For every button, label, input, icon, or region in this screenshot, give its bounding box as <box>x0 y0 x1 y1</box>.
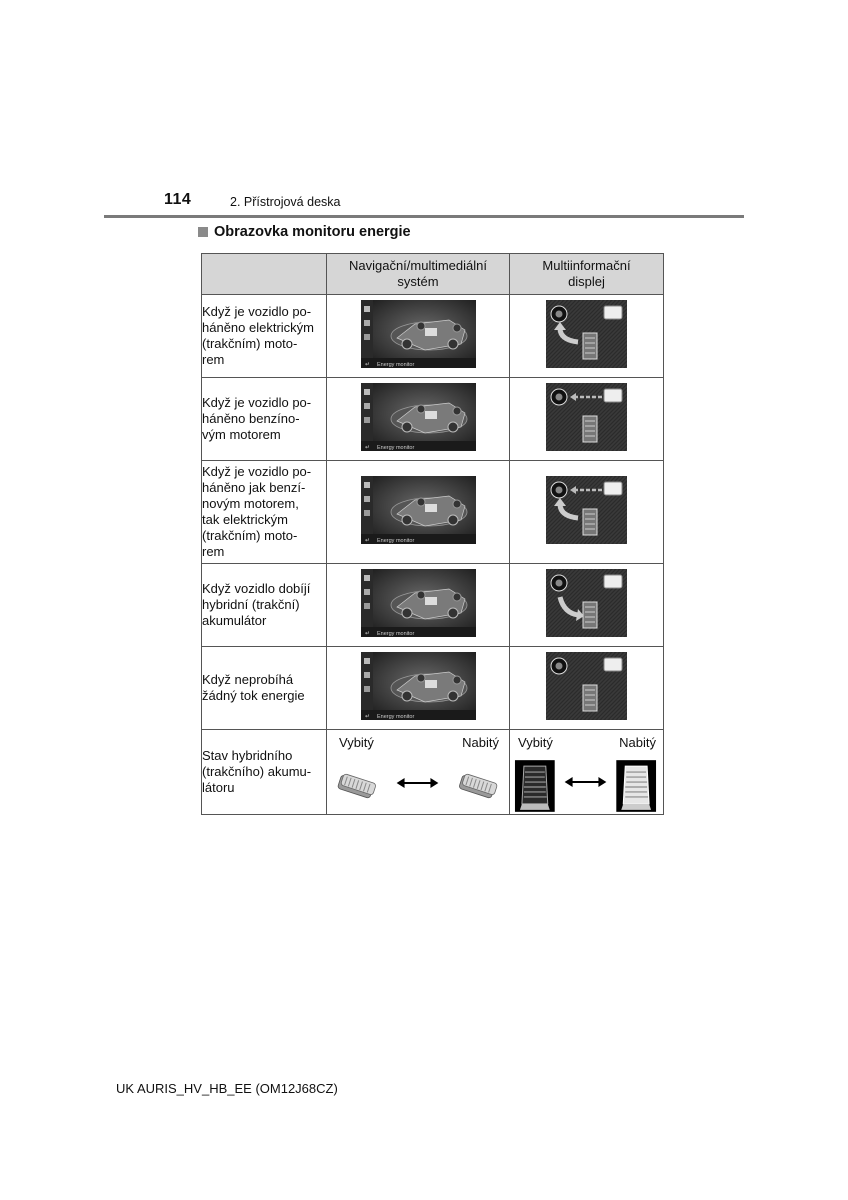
header-divider <box>104 215 744 218</box>
row-label-text: Když je vozidlo po- háněno elektrickým (trakčním) moto- rem <box>202 304 314 367</box>
battery-level-full-icon <box>616 760 656 812</box>
header-multi-display <box>510 254 664 295</box>
nav-screen-caption: Energy monitor <box>376 361 414 368</box>
row-label-text: Když je vozidlo po- háněno benzíno- vým motorem <box>202 395 312 442</box>
energy-monitor-table <box>201 253 664 815</box>
row-label <box>202 647 327 730</box>
svg-text:↵: ↵ <box>364 713 370 720</box>
nav-screen-image <box>361 476 476 544</box>
svg-text:↵: ↵ <box>364 537 370 544</box>
row-label-text: Stav hybridního (trakčního) akumu- látoru <box>202 748 312 795</box>
svg-text:↵: ↵ <box>364 630 370 637</box>
table-row <box>202 461 664 564</box>
document-footer: UK AURIS_HV_HB_EE (OM12J68CZ) <box>116 1081 338 1096</box>
nav-energy-screen <box>361 300 476 373</box>
nav-screen-image <box>361 569 476 637</box>
header-nav-system <box>327 254 510 295</box>
multi-display-image <box>546 476 627 544</box>
nav-energy-screen <box>361 569 476 642</box>
header-multi-label: Multiinformační displej <box>542 258 631 289</box>
nav-screen-cell <box>327 378 510 461</box>
multi-display-cell <box>510 647 664 730</box>
table-row <box>202 564 664 647</box>
multi-display-image <box>546 569 627 637</box>
nav-screen-caption: Energy monitor <box>376 444 414 451</box>
nav-full-label: Nabitý <box>462 735 499 750</box>
multi-battery-illustration <box>510 758 663 814</box>
svg-text:↵: ↵ <box>364 361 370 368</box>
nav-screen-caption: Energy monitor <box>376 630 414 637</box>
nav-screen-caption: Energy monitor <box>376 537 414 544</box>
multi-display-image <box>546 383 627 451</box>
svg-text:↵: ↵ <box>364 444 370 451</box>
nav-empty-label: Vybitý <box>339 735 374 750</box>
multi-display-screen <box>546 652 627 725</box>
table-row <box>202 378 664 461</box>
multi-display-cell <box>510 295 664 378</box>
multi-battery-cell <box>510 730 664 815</box>
multi-display-screen <box>546 569 627 642</box>
double-arrow-icon <box>565 777 607 787</box>
nav-energy-screen <box>361 476 476 549</box>
nav-screen-cell <box>327 647 510 730</box>
multi-display-cell <box>510 461 664 564</box>
row-label <box>202 461 327 564</box>
multi-full-label: Nabitý <box>619 735 656 750</box>
multi-display-screen <box>546 383 627 456</box>
subheading <box>198 224 411 240</box>
multi-display-screen <box>546 476 627 549</box>
row-label <box>202 564 327 647</box>
multi-empty-label: Vybitý <box>518 735 553 750</box>
nav-battery-cell <box>327 730 510 815</box>
nav-screen-cell <box>327 461 510 564</box>
nav-screen-cell <box>327 295 510 378</box>
battery-full-icon <box>459 773 498 799</box>
table-row <box>202 295 664 378</box>
section-title: 2. Přístrojová deska <box>230 195 341 209</box>
multi-display-image <box>546 300 627 368</box>
double-arrow-icon <box>397 778 439 788</box>
battery-level-empty-icon <box>515 760 555 812</box>
nav-energy-screen <box>361 652 476 725</box>
row-label <box>202 295 327 378</box>
nav-screen-image <box>361 652 476 720</box>
square-bullet-icon <box>198 227 208 237</box>
nav-screen-image <box>361 300 476 368</box>
row-label <box>202 378 327 461</box>
header-empty-cell <box>202 254 327 295</box>
nav-energy-screen <box>361 383 476 456</box>
header-nav-label: Navigační/multimediální systém <box>348 258 487 289</box>
multi-display-image <box>546 652 627 720</box>
multi-display-cell <box>510 564 664 647</box>
subheading-text: Obrazovka monitoru energie <box>214 224 411 240</box>
nav-screen-caption: Energy monitor <box>376 713 414 720</box>
row-label-text: Když vozidlo dobíjí hybridní (trakční) akumulátor <box>202 581 311 628</box>
battery-status-row <box>202 730 664 815</box>
table-header-row <box>202 254 664 295</box>
battery-empty-icon <box>337 773 376 799</box>
multi-display-screen <box>546 300 627 373</box>
row-label-text: Když neprobíhá žádný tok energie <box>202 672 305 703</box>
multi-display-cell <box>510 378 664 461</box>
row-label <box>202 730 327 815</box>
nav-screen-cell <box>327 564 510 647</box>
page-number: 114 <box>164 191 192 208</box>
nav-screen-image <box>361 383 476 451</box>
row-label-text: Když je vozidlo po- háněno jak benzí- novým motorem, tak elektrickým (trakčním) moto- rem <box>202 464 312 559</box>
table-row <box>202 647 664 730</box>
nav-battery-illustration <box>327 758 509 814</box>
